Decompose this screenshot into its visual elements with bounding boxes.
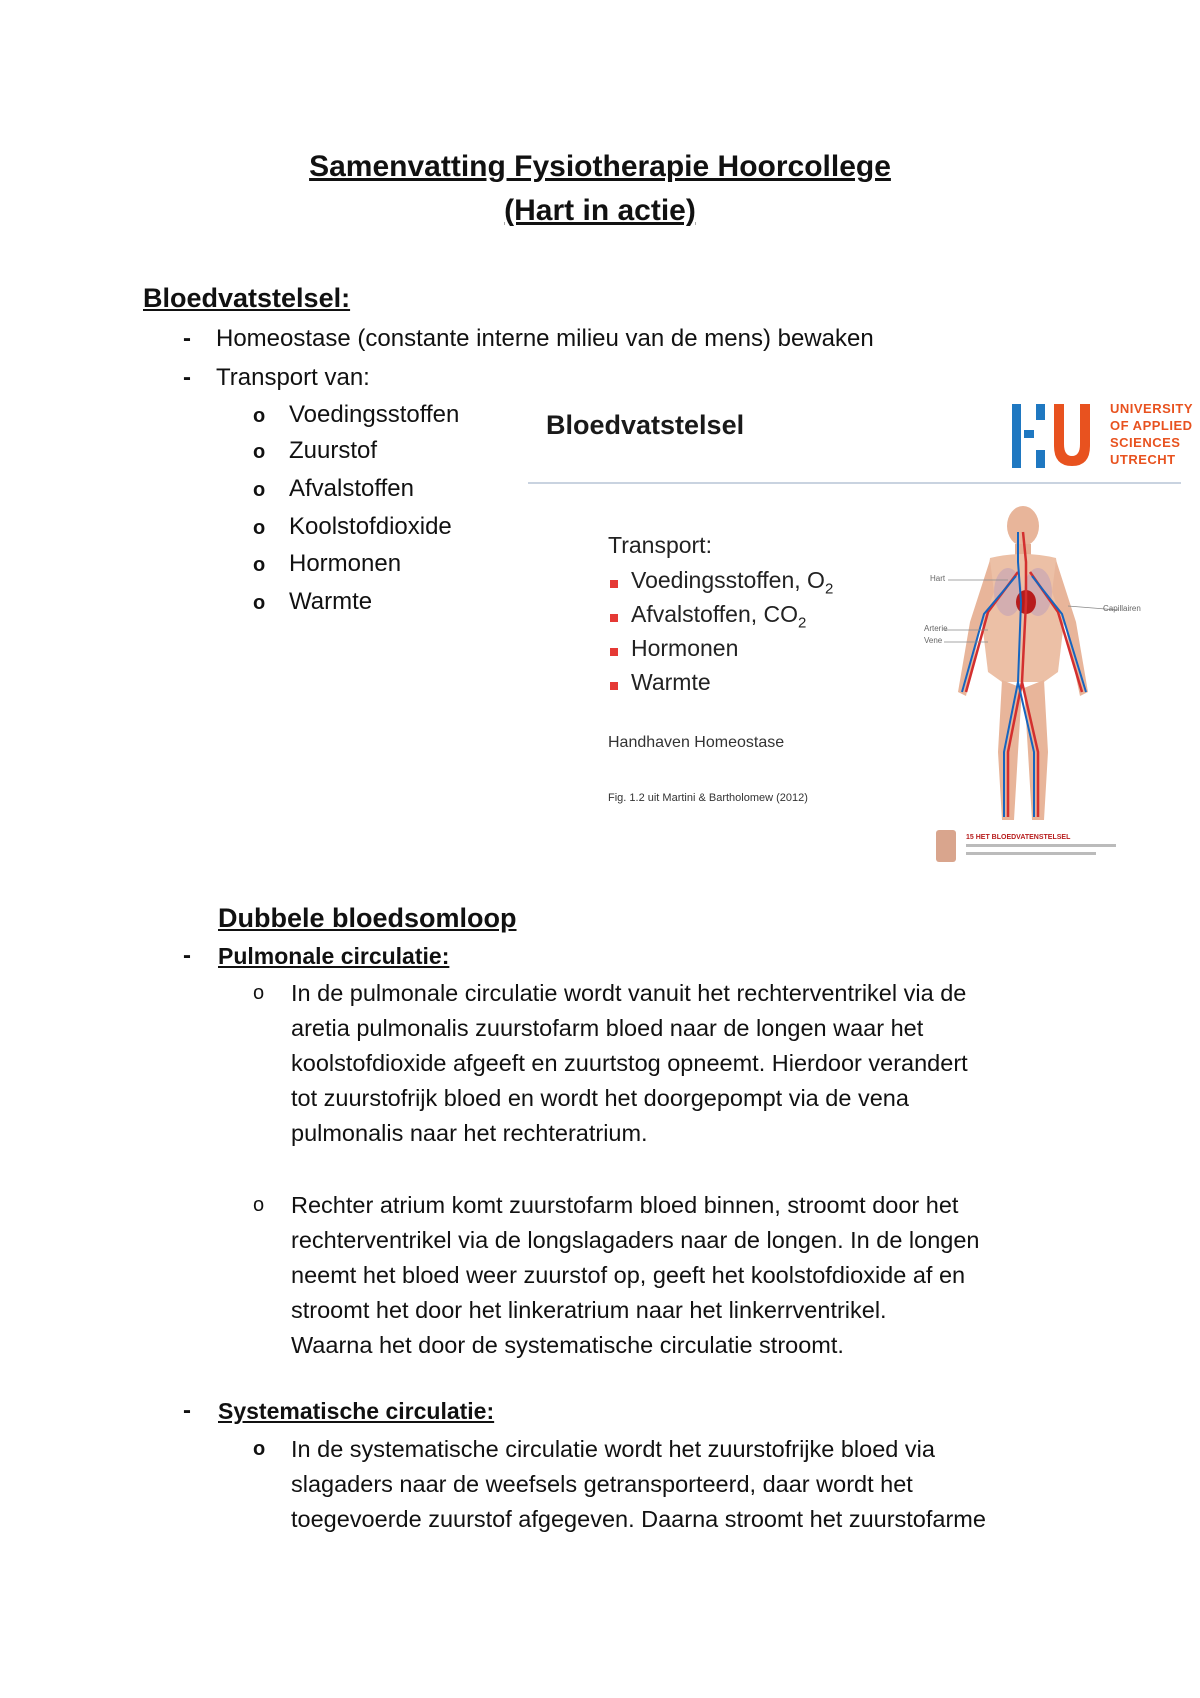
document-subtitle: (Hart in actie)	[504, 194, 696, 227]
circle-bullet: o	[253, 405, 266, 427]
slide-bullet-marker	[610, 614, 618, 622]
dash-bullet: -	[183, 325, 191, 352]
slide-item: Voedingsstoffen, $O_2$	[631, 567, 834, 598]
section-heading-bloedvatstelsel: Bloedvatstelsel:	[143, 283, 351, 313]
circle-bullet: o	[253, 1194, 265, 1216]
transport-item: Warmte	[289, 588, 373, 615]
transport-item: Voedingsstoffen	[289, 401, 460, 428]
slide-figure-caption: Fig. 1.2 uit Martini & Bartholomew (2012)	[608, 792, 808, 804]
subheading-systematische: Systematische circulatie:	[218, 1398, 495, 1424]
slide-title: Bloedvatstelsel	[546, 410, 745, 440]
slide-item: Afvalstoffen, $CO_2$	[631, 601, 807, 632]
inset-caption: 15 HET BLOEDVATENSTELSEL	[966, 834, 1071, 841]
circle-bullet: o	[253, 982, 265, 1004]
dash-bullet: -	[183, 364, 191, 391]
slide-bullet-marker	[610, 648, 618, 656]
circle-bullet: o	[253, 441, 266, 463]
slide-bullet-marker	[610, 580, 618, 588]
transport-item: Zuurstof	[289, 437, 378, 464]
hu-logo-text: UNIVERSITY OF APPLIED SCIENCES UTRECHT	[1110, 401, 1194, 467]
circle-bullet: o	[253, 1438, 266, 1460]
hu-logo-icon	[1010, 400, 1100, 472]
bullet-homeostase: Homeostase (constante interne milieu van de mens) bewaken	[216, 325, 874, 352]
circle-bullet: o	[253, 554, 266, 576]
transport-item: Hormonen	[289, 550, 402, 577]
slide-divider	[528, 482, 1181, 484]
anatomy-label: Arterie	[924, 624, 948, 633]
subheading-pulmonale: Pulmonale circulatie:	[218, 943, 450, 969]
document-title: Samenvatting Fysiotherapie Hoorcollege	[309, 150, 891, 183]
transport-item: Koolstofdioxide	[289, 513, 452, 540]
section-heading-dubbele-bloedsomloop: Dubbele bloedsomloop	[218, 903, 517, 933]
slide-item: Hormonen	[631, 635, 739, 661]
bullet-transport: Transport van:	[216, 364, 370, 391]
inset-caption-line	[966, 844, 1116, 847]
circle-bullet: o	[253, 592, 266, 614]
inset-heart-icon	[936, 830, 956, 862]
anatomy-label: Hart	[930, 574, 946, 583]
paragraph-pulmonale-2: Rechter atrium komt zuurstofarm bloed binnen, stroomt door het rechterventrikel via de longslagaders naar de longen. In de longen neemt het bloed weer zuurstof op, geeft het koolstofdioxide af en stroomt het door het linkeratrium naar het linkerrventrikel. Waarna het door de systematische circulatie stroomt.	[291, 1192, 980, 1358]
slide-item: Warmte	[631, 669, 711, 695]
anatomy-label: Vene	[924, 636, 943, 645]
dash-bullet: -	[183, 1397, 191, 1424]
circulatory-system-figure	[918, 502, 1128, 832]
slide-image	[528, 382, 1194, 872]
circle-bullet: o	[253, 517, 266, 539]
inset-caption-line	[966, 852, 1096, 855]
slide-homeostase: Handhaven Homeostase	[608, 734, 785, 751]
circle-bullet: o	[253, 479, 266, 501]
slide-transport-label: Transport:	[608, 532, 712, 558]
paragraph-systematische: In de systematische circulatie wordt het zuurstofrijke bloed via slagaders naar de weefsels getransporteerd, daar wordt het toegevoerde zuurstof afgegeven. Daarna stroomt het zuurstofarme	[291, 1436, 986, 1532]
anatomy-label: Capillairen	[1103, 604, 1141, 613]
slide-bullet-marker	[610, 682, 618, 690]
dash-bullet: -	[183, 942, 191, 969]
paragraph-pulmonale-1: In de pulmonale circulatie wordt vanuit het rechterventrikel via de aretia pulmonalis zuurstofarm bloed naar de longen waar het koolstofdioxide afgeeft en zuurtstog opneemt. Hierdoor verandert tot zuurstofrijk bloed en wordt het doorgepompt via de vena pulmonalis naar het rechteratrium.	[291, 980, 968, 1146]
transport-item: Afvalstoffen	[289, 475, 414, 502]
